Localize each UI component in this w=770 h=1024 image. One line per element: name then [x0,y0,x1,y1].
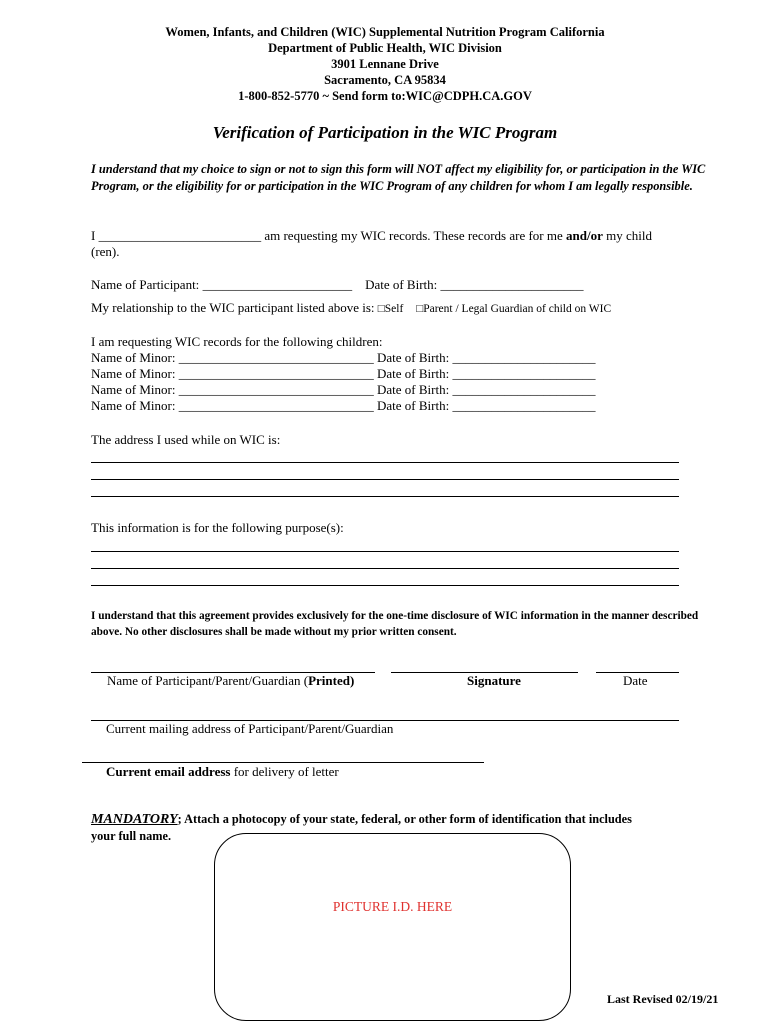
mandatory-line-2: your full name. [91,829,172,843]
page-title: Verification of Participation in the WIC Program [212,123,558,142]
address-line-1[interactable] [91,462,679,463]
signature-label: Signature [467,673,521,688]
mailing-address-label: Current mailing address of Participant/Parent/Guardian [106,721,394,736]
participant-name-label: Name of Participant: [91,277,200,292]
address-line-2[interactable] [91,479,679,480]
request-line [91,228,652,244]
agreement-statement: I understand that this agreement provides exclusively for the one-time disclosure of WIC information in the manner described above. No other disclosures shall be made without my prior written consent. [91,610,699,638]
email-line[interactable] [82,762,484,763]
minor-name-field[interactable]: ______________________________ [178,366,374,381]
minor-dob-field[interactable]: ______________________ [452,350,596,365]
minor-row [91,366,595,382]
minor-name-label: Name of Minor: [91,350,176,365]
minor-dob-field[interactable]: ______________________ [452,382,596,397]
header-line-4: Sacramento, CA 95834 [324,73,446,87]
minor-dob-field[interactable]: ______________________ [452,366,596,381]
participant-name-field[interactable]: _______________________ [202,277,353,292]
parent-guardian-checkbox[interactable]: □Parent / Legal Guardian of child on WIC [416,303,612,315]
purpose-line-2[interactable] [91,568,679,569]
request-prefix: I [91,228,96,243]
date-label: Date [623,673,648,688]
request-line-2: (ren). [91,244,120,259]
minor-name-label: Name of Minor: [91,398,176,413]
printed-label: Printed) [308,673,355,688]
header-line-3: 3901 Lennane Drive [331,57,439,71]
purpose-line-1[interactable] [91,551,679,552]
printed-name-label [107,673,354,689]
address-label: The address I used while on WIC is: [91,432,281,447]
participant-dob-label: Date of Birth: [365,277,438,292]
header-line-2: Department of Public Health, WIC Division [268,41,502,55]
email-label-rest: for delivery of letter [233,764,339,779]
request-text: am requesting my WIC records. These records are for me [264,228,563,243]
mandatory-text: ; Attach a photocopy of your state, federal, or other form of identification that includes [177,812,632,826]
children-intro: I am requesting WIC records for the following children: [91,334,383,349]
participant-line [91,277,584,293]
minor-dob-label: Date of Birth: [376,382,450,397]
address-line-3[interactable] [91,496,679,497]
minor-dob-field[interactable]: ______________________ [452,398,596,413]
minor-dob-label: Date of Birth: [376,366,450,381]
relationship-label: My relationship to the WIC participant listed above is: [91,300,375,315]
relationship-line [91,300,611,316]
printed-name-label-text: Name of Participant/Parent/Guardian ( [107,673,309,688]
mandatory-word: MANDATORY [91,812,178,827]
minor-dob-label: Date of Birth: [376,398,450,413]
purpose-line-3[interactable] [91,585,679,586]
request-andor: and/or [566,228,603,243]
participant-dob-field[interactable]: ______________________ [440,277,584,292]
request-suffix: my child [606,228,652,243]
picture-id-label: PICTURE I.D. HERE [332,899,453,914]
minor-name-label: Name of Minor: [91,382,176,397]
purpose-label: This information is for the following purpose(s): [91,520,344,535]
mandatory-line [91,812,632,828]
minor-name-field[interactable]: ______________________________ [178,382,374,397]
last-revised: Last Revised 02/19/21 [607,992,719,1006]
header-line-5: 1-800-852-5770 ~ Send form to:WIC@CDPH.CA.GOV [238,89,532,103]
minor-name-field[interactable]: ______________________________ [178,350,374,365]
intro-statement: I understand that my choice to sign or not to sign this form will NOT affect my eligibility for, or participation in the WIC Program, or the eligibility for or participation in the WIC Program of any children for whom I am legally responsible. [91,162,706,193]
self-checkbox[interactable]: □Self [377,303,404,315]
header-line-1: Women, Infants, and Children (WIC) Supplemental Nutrition Program California [165,25,605,39]
minor-name-label: Name of Minor: [91,366,176,381]
email-label [106,764,339,780]
minor-name-field[interactable]: ______________________________ [178,398,374,413]
minor-row [91,382,595,398]
requester-name-field[interactable]: _________________________ [98,228,262,243]
minor-dob-label: Date of Birth: [376,350,450,365]
minor-row [91,398,595,414]
minor-row [91,350,595,366]
email-label-bold: Current email address [106,764,231,779]
picture-id-box[interactable] [214,833,571,1021]
